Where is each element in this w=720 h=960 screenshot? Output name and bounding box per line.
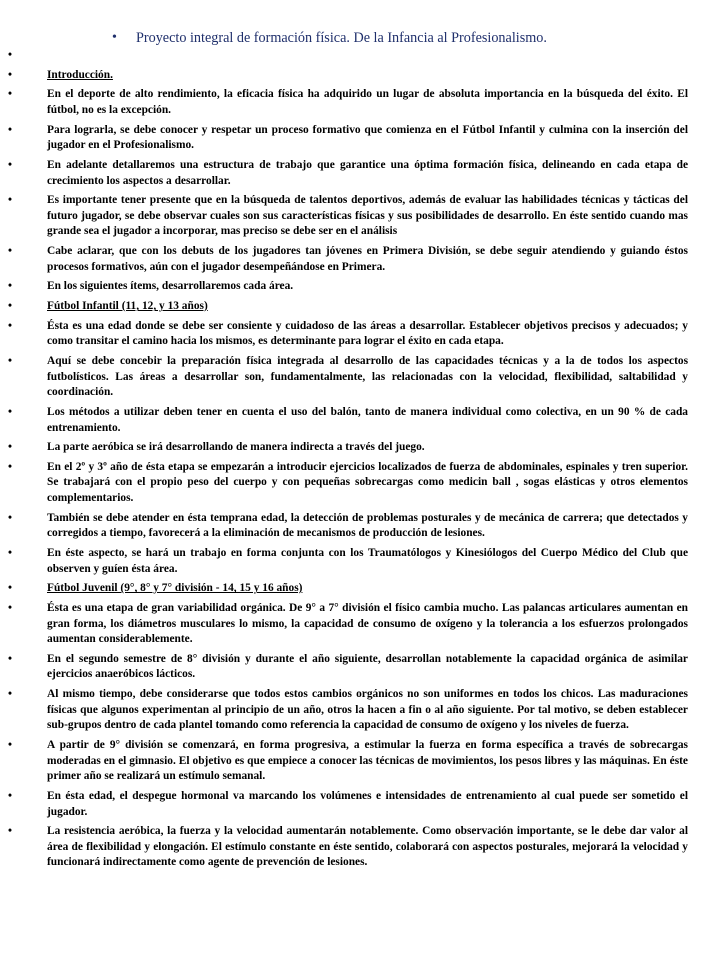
bullet-marker: • <box>8 739 12 752</box>
paragraph-item <box>0 687 720 734</box>
paragraph-item-text: Los métodos a utilizar deben tener en cuenta el uso del balón, tanto de manera individual como colectiva, en un 90 % de cada entrenamiento. <box>47 405 688 434</box>
bullet-marker: • <box>8 300 12 313</box>
bullet-marker: • <box>8 88 12 101</box>
bullet-marker: • <box>8 123 12 136</box>
paragraph-item <box>0 789 720 820</box>
paragraph-item-text: A partir de 9° división se comenzará, en forma progresiva, a estimular la fuerza en forma específica a través de sobrecargas moderadas en el gimnasio. El objetivo es que empiece a conocer las técnicas de movimientos, los pesos libres y las máquinas. En éste primer año se realizará un estímulo semanal. <box>47 739 688 783</box>
bullet-marker: • <box>8 582 12 595</box>
bullet-marker: • <box>8 441 12 454</box>
paragraph-item <box>0 440 720 456</box>
section-heading <box>0 299 720 315</box>
section-heading-text: Introducción. <box>47 68 113 81</box>
paragraph-item <box>0 824 720 871</box>
paragraph-item-text: Aquí se debe concebir la preparación física integrada al desarrollo de las capacidades técnicas y a la de todos los aspectos futbolísticos. Las áreas a desarrollar son, fundamentalmente, las relacionadas con la velocidad, flexibilidad, saltabilidad y coordinación. <box>47 355 688 399</box>
paragraph-item <box>0 279 720 295</box>
paragraph-item <box>0 738 720 785</box>
bullet-marker: • <box>8 789 12 802</box>
bullet-marker: • <box>8 68 12 81</box>
paragraph-item-text: La parte aeróbica se irá desarrollando de manera indirecta a través del juego. <box>47 441 425 454</box>
paragraph-item <box>0 511 720 542</box>
bullet-marker: • <box>8 511 12 524</box>
paragraph-item-text: Ésta es una etapa de gran variabilidad orgánica. De 9° a 7° división el físico cambia mucho. Las palancas articulares aumentan en gran forma, los diámetros musculares lo mismo, la capacidad de consumo de oxígeno y la tolerancia a los esfuerzos prolongados aumentan considerablemente. <box>47 602 688 646</box>
bullet-marker: • <box>8 158 12 171</box>
paragraph-item-text: En los siguientes ítems, desarrollaremos cada área. <box>47 280 294 293</box>
paragraph-item-text: También se debe atender en ésta temprana edad, la detección de problemas posturales y de mecánica de carrera; que detectados y corregidos a tiempo, favorecerá a la eliminación de mecanismos de producción de lesiones. <box>47 511 688 540</box>
paragraph-item <box>0 405 720 436</box>
bullet-marker: • <box>8 280 12 293</box>
paragraph-item-text: Cabe aclarar, que con los debuts de los jugadores tan jóvenes en Primera División, se debe seguir atendiendo y guiando éstos procesos formativos, aún con el jugador desempeñándose en Primera. <box>47 245 688 273</box>
paragraph-item-text: En adelante detallaremos una estructura de trabajo que garantice una óptima formación física, delineando en cada etapa de crecimiento los aspectos a desarrollar. <box>47 158 688 187</box>
paragraph-item <box>0 87 720 118</box>
bullet-marker: • <box>8 405 12 418</box>
title-bullet: • <box>112 30 117 45</box>
link-item[interactable] <box>0 48 720 64</box>
bullet-marker: • <box>8 245 12 258</box>
paragraph-item <box>0 460 720 507</box>
paragraph-item-text: En éste aspecto, se hará un trabajo en forma conjunta con los Traumatólogos y Kinesiólogos del Cuerpo Médico del Club que observen y guíen ésta área. <box>47 547 688 575</box>
paragraph-item-text: Para lograrla, se debe conocer y respetar un proceso formativo que comienza en el Fútbol Infantil y culmina con la inserción del jugador en el Profesionalismo. <box>47 123 688 152</box>
paragraph-item <box>0 601 720 648</box>
bullet-marker: • <box>8 825 12 838</box>
section-heading <box>0 68 720 84</box>
section-heading <box>0 581 720 597</box>
paragraph-item <box>0 319 720 350</box>
paragraph-item <box>0 123 720 154</box>
paragraph-item-text: La resistencia aeróbica, la fuerza y la velocidad aumentarán notablemente. Como observación importante, se le debe dar valor al área de flexibilidad y elongación. El estímulo constante en éste sentido, colaborará con aspectos posturales, mejorará la velocidad y funcionará indirectamente como agente de prevención de lesiones. <box>47 825 688 869</box>
bullet-marker: • <box>8 602 12 614</box>
bullet-marker: • <box>8 652 12 665</box>
paragraph-item <box>0 354 720 401</box>
paragraph-item-text: Al mismo tiempo, debe considerarse que todos estos cambios orgánicos no son uniformes en todos los chicos. Las maduraciones físicas que algunos experimentan al principio de un año, otros la hacen a fin o al año siguiente. Por tal motivo, se deben establecer sub-grupos dentro de cada plantel tomando como referencia la capacidad de consumo de oxígeno y los niveles de fuerza. <box>47 688 688 732</box>
paragraph-item-text: En el 2º y 3º año de ésta etapa se empezarán a introducir ejercicios localizados de fuerza de abdominales, espinales y tren superior. Se trabajará con el propio peso del cuerpo y con pequeñas sobrecargas como medicin ball , sogas elásticas y otros elementos complementarios. <box>47 460 688 505</box>
bullet-marker: • <box>8 319 12 332</box>
paragraph-item-text: En el deporte de alto rendimiento, la eficacia física ha adquirido un lugar de absoluta importancia en la búsqueda del éxito. El fútbol, no es la excepción. <box>47 88 688 116</box>
paragraph-item <box>0 158 720 189</box>
bullet-list <box>0 48 720 875</box>
bullet-marker: • <box>8 194 12 207</box>
paragraph-item-text: En el segundo semestre de 8° división y durante el año siguiente, desarrollan notablemente la capacidad orgánica de asimilar ejercicios anaeróbicos lácticos. <box>47 652 688 681</box>
paragraph-item-text: Es importante tener presente que en la búsqueda de talentos deportivos, además de evaluar las habilidades técnicas y tácticas del futuro jugador, se debe observar cuales son sus características físicas y sus posibilidades de desarrollo. En éste sentido cuando mas grande sea el jugador a incorporar, mas preciso se debe ser en el análisis <box>47 194 688 238</box>
paragraph-item-text: Ésta es una edad donde se debe ser consiente y cuidadoso de las áreas a desarrollar. Establecer objetivos precisos y adecuados; y como transitar el camino hacia los mismos, es determinante para lograr el éxito en cada etapa. <box>47 319 688 348</box>
paragraph-item-text: En ésta edad, el despegue hormonal va marcando los volúmenes e intensidades de entrenamiento al cual puede ser sometido el jugador. <box>47 789 688 818</box>
document-title: Proyecto integral de formación física. De la Infancia al Profesionalismo. <box>136 30 547 46</box>
bullet-marker: • <box>8 49 12 61</box>
section-heading-text: Fútbol Infantil (11, 12, y 13 años) <box>47 300 208 313</box>
document-title-row <box>0 28 720 48</box>
section-heading-text: Fútbol Juvenil (9°, 8° y 7° división - 14, 15 y 16 años) <box>47 582 303 595</box>
bullet-marker: • <box>8 688 12 701</box>
paragraph-item <box>0 546 720 577</box>
paragraph-item <box>0 652 720 683</box>
bullet-marker: • <box>8 547 12 560</box>
paragraph-item <box>0 193 720 240</box>
paragraph-item <box>0 244 720 275</box>
bullet-marker: • <box>8 355 12 368</box>
bullet-marker: • <box>8 460 12 473</box>
